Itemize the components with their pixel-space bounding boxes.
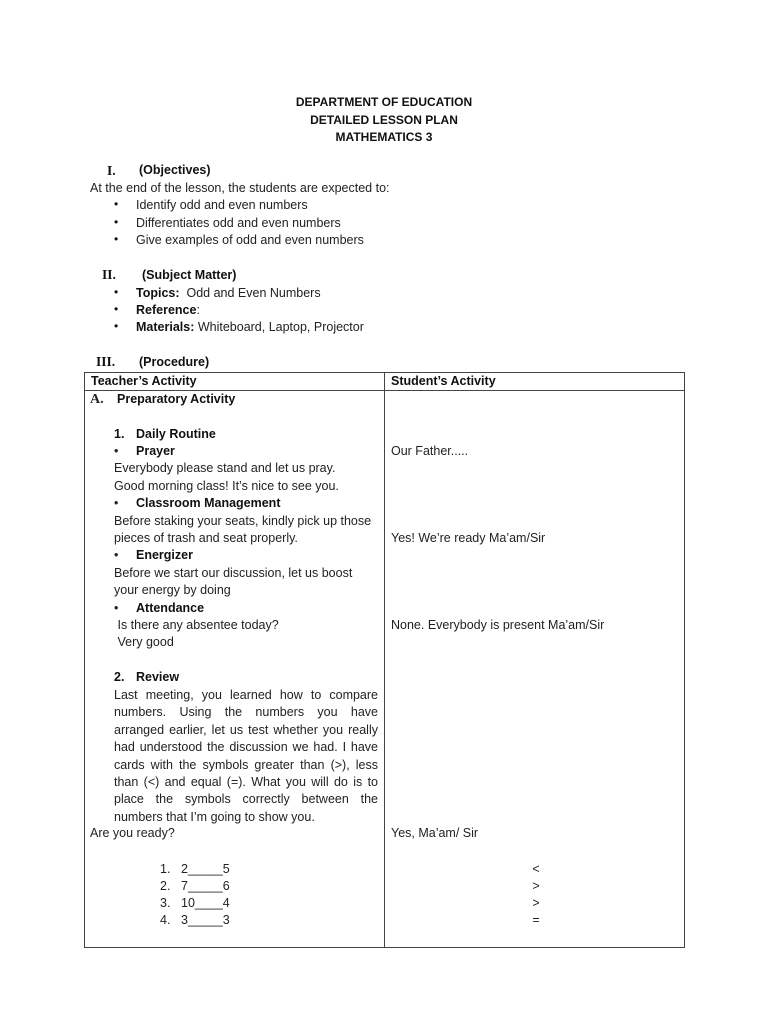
section-numeral-procedure: III. — [96, 354, 116, 369]
bullet-icon: • — [114, 197, 119, 211]
student-activity-cell — [385, 391, 685, 948]
header-department: DEPARTMENT OF EDUCATION — [295, 95, 473, 109]
energizer-label: Energizer — [136, 548, 193, 562]
table-header-row — [85, 373, 685, 391]
student-answer: > — [532, 896, 540, 910]
header-subject: MATHEMATICS 3 — [335, 130, 433, 144]
bullet-icon: • — [114, 319, 119, 333]
table-row — [85, 391, 685, 948]
teacher-activity-cell — [85, 391, 385, 948]
student-response: Yes, Ma’am/ Sir — [391, 826, 479, 840]
exercise-number: 2. — [160, 879, 171, 893]
bullet-icon: • — [114, 302, 119, 316]
section-numeral-objectives: I. — [107, 163, 116, 178]
exercise-expression: 2_____5 — [181, 862, 230, 876]
review-number: 2. — [114, 670, 125, 684]
section-title-procedure: (Procedure) — [139, 355, 210, 369]
objective-item: Identify odd and even numbers — [136, 198, 308, 212]
student-response: None. Everybody is present Ma’am/Sir — [391, 618, 605, 632]
classroom-management-label: Classroom Management — [136, 496, 281, 510]
attendance-line: Is there any absentee today? — [114, 618, 279, 632]
topics-value: Odd and Even Numbers — [179, 286, 321, 300]
exercise-number: 1. — [160, 862, 171, 876]
section-title-subject-matter: (Subject Matter) — [142, 268, 237, 282]
materials-value: Whiteboard, Laptop, Projector — [194, 320, 364, 334]
subject-topics — [136, 285, 321, 302]
exercise-expression: 7_____6 — [181, 879, 230, 893]
daily-routine-number: 1. — [114, 427, 125, 441]
energizer-line: your energy by doing — [114, 583, 231, 597]
attendance-line: Very good — [114, 635, 174, 649]
column-header-student: Student’s Activity — [385, 373, 685, 391]
objective-item: Differentiates odd and even numbers — [136, 216, 341, 230]
objectives-intro: At the end of the lesson, the students are expected to: — [90, 181, 390, 195]
bullet-icon: • — [114, 232, 119, 246]
bullet-icon: • — [114, 215, 119, 229]
classroom-line: Before staking your seats, kindly pick up those — [114, 514, 372, 528]
bullet-icon: • — [114, 285, 119, 299]
section-title-objectives: (Objectives) — [139, 163, 211, 177]
subject-reference — [136, 302, 200, 319]
student-answer: = — [532, 913, 540, 927]
review-label: Review — [136, 670, 180, 684]
exercise-expression: 3_____3 — [181, 913, 230, 927]
student-answer: > — [532, 879, 540, 893]
prayer-line: Everybody please stand and let us pray. — [114, 461, 336, 475]
activity-title: Preparatory Activity — [117, 392, 236, 406]
materials-label: Materials: — [136, 320, 195, 334]
reference-label: Reference — [136, 303, 197, 317]
prayer-label: Prayer — [136, 444, 175, 458]
activity-letter: A. — [90, 392, 104, 407]
exercise-expression: 10____4 — [181, 896, 230, 910]
section-numeral-subject-matter: II. — [102, 267, 116, 282]
objective-item: Give examples of odd and even numbers — [136, 233, 364, 247]
bullet-icon: • — [114, 444, 119, 458]
daily-routine-label: Daily Routine — [136, 427, 216, 441]
exercise-number: 4. — [160, 913, 171, 927]
column-header-teacher: Teacher’s Activity — [85, 373, 385, 391]
review-paragraph: Last meeting, you learned how to compare numbers. Using the numbers you have arranged earlier, let us test whether you really had understood the discussion we had. I have cards with the symbols greater than (>), less than (<) and equal (=). What you will do is to place the symbols correctly between the numbers that I’m going to show you. — [114, 688, 378, 824]
bullet-icon: • — [114, 601, 119, 615]
classroom-line: pieces of trash and seat properly. — [114, 531, 298, 545]
bullet-icon: • — [114, 496, 119, 510]
document-header — [0, 94, 768, 147]
subject-materials — [136, 319, 364, 336]
bullet-icon: • — [114, 548, 119, 562]
topics-label: Topics: — [136, 286, 180, 300]
energizer-line: Before we start our discussion, let us boost — [114, 566, 353, 580]
attendance-label: Attendance — [136, 601, 205, 615]
header-plan-type: DETAILED LESSON PLAN — [310, 112, 458, 127]
ready-question: Are you ready? — [90, 826, 175, 840]
prayer-line: Good morning class! It’s nice to see you. — [114, 479, 339, 493]
student-response: Yes! We’re ready Ma’am/Sir — [391, 531, 546, 545]
procedure-table — [84, 372, 685, 948]
student-answer: < — [532, 862, 540, 876]
exercise-number: 3. — [160, 896, 171, 910]
student-response: Our Father..... — [391, 444, 469, 458]
reference-value: : — [196, 303, 200, 317]
